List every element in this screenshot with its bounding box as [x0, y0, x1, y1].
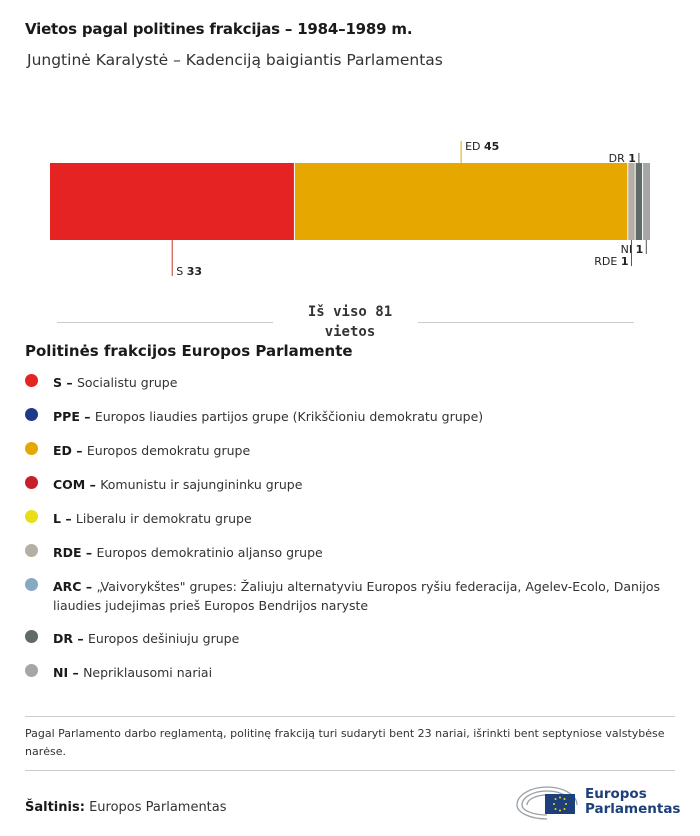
legend-swatch — [25, 630, 38, 643]
legend-description: Europos liaudies partijos grupe (Krikščioniu demokratu grupe) — [94, 409, 484, 424]
legend-code: COM – — [53, 477, 101, 492]
legend-description: Komunistu ir sajungininku grupe — [100, 477, 303, 492]
legend-description: Europos dešiniuju grupe — [87, 631, 240, 646]
source-value: Europos Parlamentas — [89, 800, 227, 815]
legend-swatch — [25, 442, 38, 455]
legend-label — [53, 543, 323, 562]
legend-item — [25, 441, 665, 460]
legend-swatch — [25, 476, 38, 489]
bar-segment-s — [50, 163, 294, 240]
data-label-ni: NI 1 — [620, 243, 644, 256]
footnote: Pagal Parlamento darbo reglamentą, politinę frakciją turi sudaryti bent 23 nariai, išrinkti bent septyniose valstybėse narėse. — [25, 727, 665, 758]
total-divider-right — [418, 322, 634, 323]
legend-item — [25, 543, 665, 562]
legend-code: ED – — [53, 443, 87, 458]
legend-label — [53, 475, 302, 494]
bar-segment-ni — [643, 163, 650, 240]
stacked-bar-chart — [0, 130, 700, 290]
european-parliament-logo — [513, 779, 683, 823]
data-label-rde: RDE 1 — [594, 255, 629, 268]
legend-swatch — [25, 510, 38, 523]
legend-code: S – — [53, 375, 77, 390]
legend-code: RDE – — [53, 545, 97, 560]
legend-item — [25, 475, 665, 494]
legend-label — [53, 509, 252, 528]
note-divider-top — [25, 716, 675, 717]
legend-item — [25, 407, 665, 426]
legend-item — [25, 509, 665, 528]
legend-description: Liberalu ir demokratu grupe — [75, 511, 252, 526]
legend-code: DR – — [53, 631, 88, 646]
legend-item — [25, 629, 665, 648]
legend-label — [53, 407, 483, 426]
data-label-ed: ED 45 — [465, 140, 500, 153]
legend-description: „Vaivorykštes" grupes: Žaliuju alternatyviu Europos ryšiu federacija, Agelev-Ecolo, Danijos liaudies judejimas prieš Europos Bendrijos naryste — [53, 579, 661, 613]
legend-item — [25, 577, 665, 615]
logo-line-1: Europos — [585, 786, 647, 802]
legend-swatch — [25, 578, 38, 591]
legend-swatch — [25, 374, 38, 387]
logo-text — [585, 787, 680, 817]
logo-line-2: Parlamentas — [585, 801, 681, 817]
total-seats-label: Iš viso 81 vietos — [307, 304, 393, 340]
legend-title: Politinės frakcijos Europos Parlamente — [25, 342, 353, 360]
bar-segment-ed — [294, 163, 627, 240]
legend-code: PPE – — [53, 409, 95, 424]
legend-swatch — [25, 408, 38, 421]
parliament-hemicycle-icon — [513, 779, 581, 823]
bar-segment-rde — [628, 163, 635, 240]
chart-title: Vietos pagal politines frakcijas – 1984–1989 m. — [25, 20, 413, 38]
source-line — [25, 800, 227, 815]
legend-swatch — [25, 544, 38, 557]
legend-description: Europos demokratinio aljanso grupe — [96, 545, 323, 560]
legend-code: L – — [53, 511, 76, 526]
legend-description: Nepriklausomi nariai — [83, 665, 213, 680]
legend-description: Socialistu grupe — [76, 375, 178, 390]
legend-label — [53, 629, 239, 648]
legend-item — [25, 663, 665, 682]
legend-label — [53, 373, 177, 392]
legend-code: ARC – — [53, 579, 97, 594]
data-label-dr: DR 1 — [608, 152, 636, 165]
bar-segment-dr — [635, 163, 642, 240]
source-label: Šaltinis: — [25, 800, 85, 815]
chart-subtitle: Jungtinė Karalystė – Kadenciją baigiantis Parlamentas — [27, 51, 443, 69]
legend-label — [53, 441, 250, 460]
legend-label — [53, 577, 665, 615]
total-divider-left — [57, 322, 273, 323]
legend-swatch — [25, 664, 38, 677]
note-divider-bottom — [25, 770, 675, 771]
legend-item — [25, 373, 665, 392]
legend-label — [53, 663, 212, 682]
legend-description: Europos demokratu grupe — [86, 443, 251, 458]
data-label-s: S 33 — [176, 265, 203, 278]
legend-code: NI – — [53, 665, 84, 680]
